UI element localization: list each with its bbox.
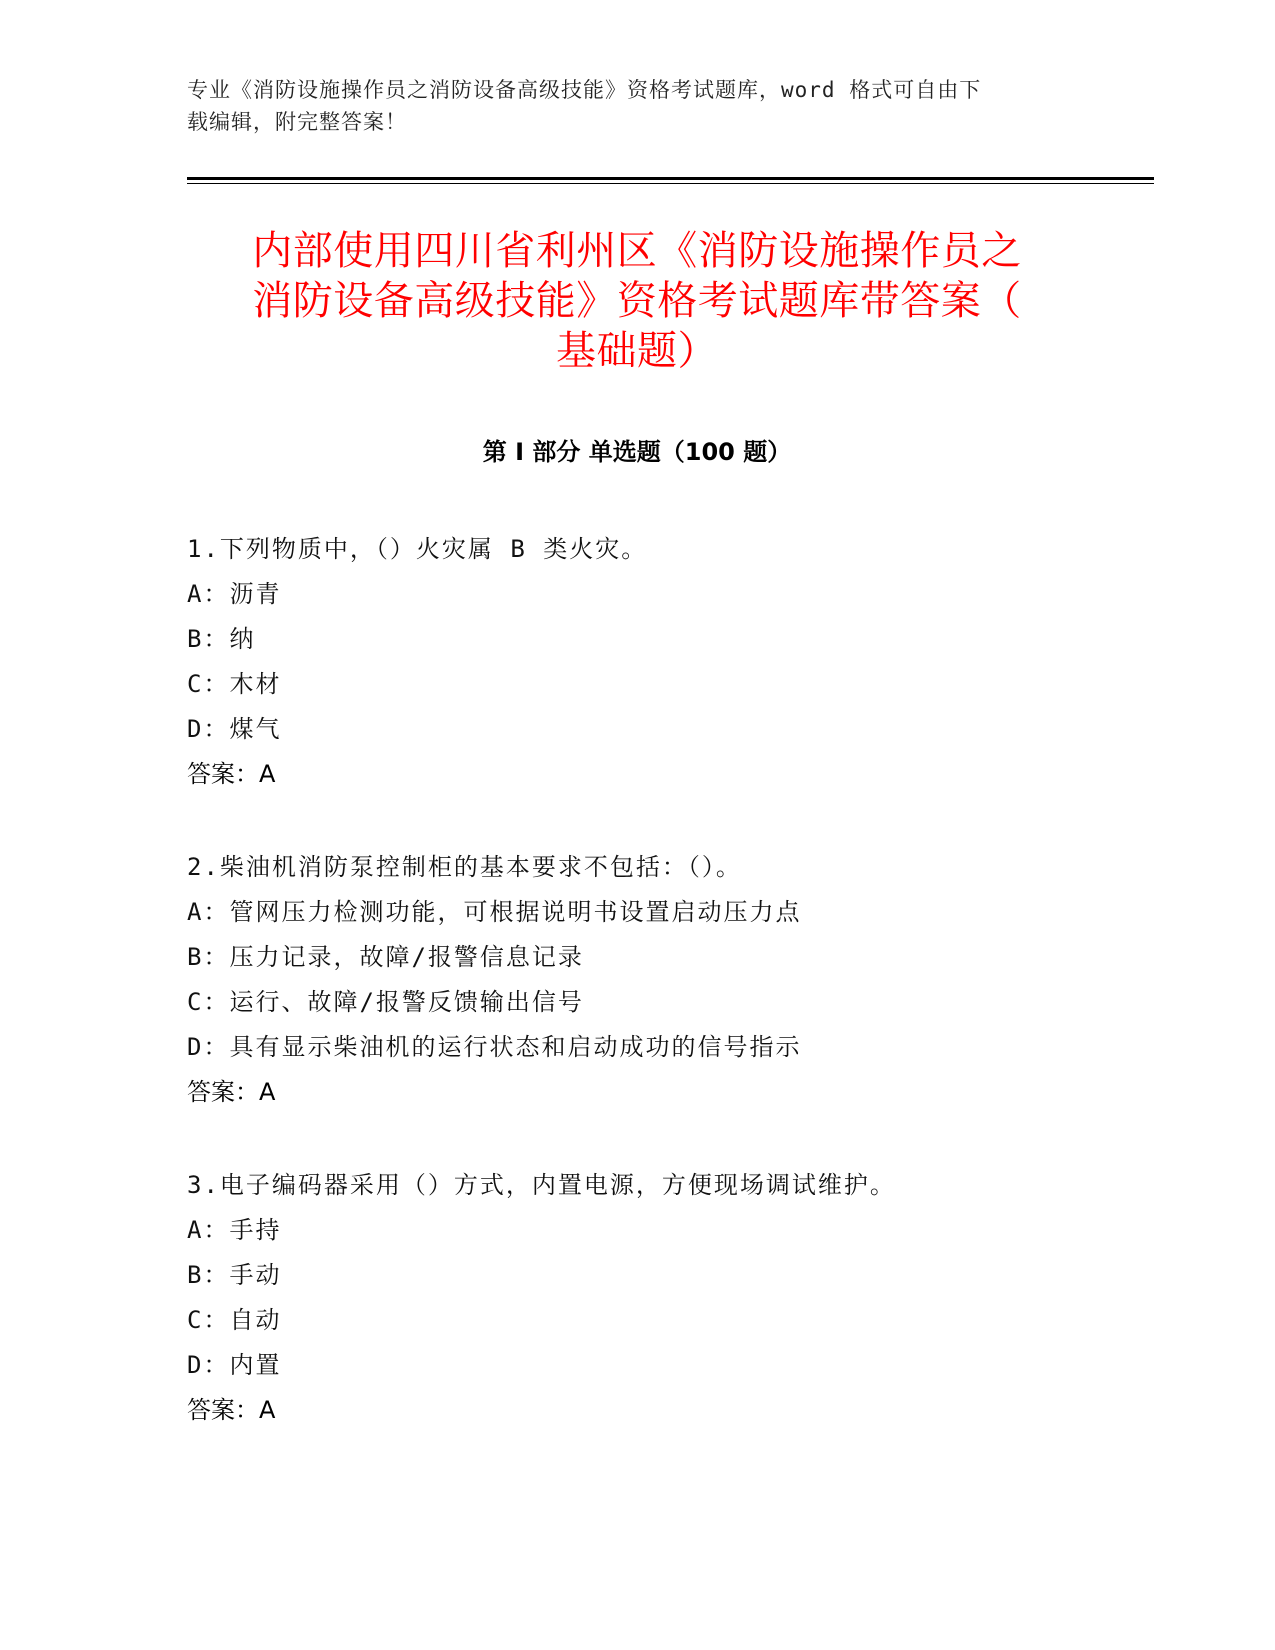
document-title bbox=[187, 226, 1087, 376]
option-b: B：手动 bbox=[187, 1261, 282, 1289]
question-stem: 2.柴油机消防泵控制柜的基本要求不包括：（）。 bbox=[187, 853, 742, 881]
header-note bbox=[187, 74, 1067, 138]
question-stem: 1.下列物质中，（）火灾属 B 类火灾。 bbox=[187, 535, 648, 563]
option-d: D：内置 bbox=[187, 1351, 282, 1379]
option-c: C：自动 bbox=[187, 1306, 282, 1334]
question-item bbox=[187, 527, 1127, 797]
option-a: A：手持 bbox=[187, 1216, 282, 1244]
option-c: C：木材 bbox=[187, 670, 282, 698]
header-note-line-2: 载编辑，附完整答案！ bbox=[187, 110, 407, 134]
option-a: A：管网压力检测功能，可根据说明书设置启动压力点 bbox=[187, 898, 802, 926]
document-title-line-1: 内部使用四川省利州区《消防设施操作员之 bbox=[252, 228, 1022, 274]
question-item bbox=[187, 1163, 1127, 1433]
section-title: 第 I 部分 单选题（100 题） bbox=[482, 438, 792, 466]
question-list bbox=[187, 527, 1127, 1481]
option-b: B：压力记录，故障/报警信息记录 bbox=[187, 943, 584, 971]
option-d: D：具有显示柴油机的运行状态和启动成功的信号指示 bbox=[187, 1033, 802, 1061]
header-note-line-1: 专业《消防设施操作员之消防设备高级技能》资格考试题库，word 格式可自由下 bbox=[187, 78, 982, 102]
header-divider-thick bbox=[187, 177, 1154, 180]
answer-line: 答案：A bbox=[187, 1078, 276, 1106]
option-d: D：煤气 bbox=[187, 715, 282, 743]
answer-line: 答案：A bbox=[187, 1396, 276, 1424]
question-stem: 3.电子编码器采用（）方式，内置电源，方便现场调试维护。 bbox=[187, 1171, 896, 1199]
option-b: B：纳 bbox=[187, 625, 256, 653]
document-title-line-3: 基础题） bbox=[556, 328, 718, 374]
document-title-line-2: 消防设备高级技能》资格考试题库带答案（ bbox=[252, 278, 1022, 324]
header-divider-thin bbox=[187, 183, 1154, 184]
option-a: A：沥青 bbox=[187, 580, 282, 608]
answer-line: 答案：A bbox=[187, 760, 276, 788]
option-c: C：运行、故障/报警反馈输出信号 bbox=[187, 988, 584, 1016]
question-item bbox=[187, 845, 1127, 1115]
